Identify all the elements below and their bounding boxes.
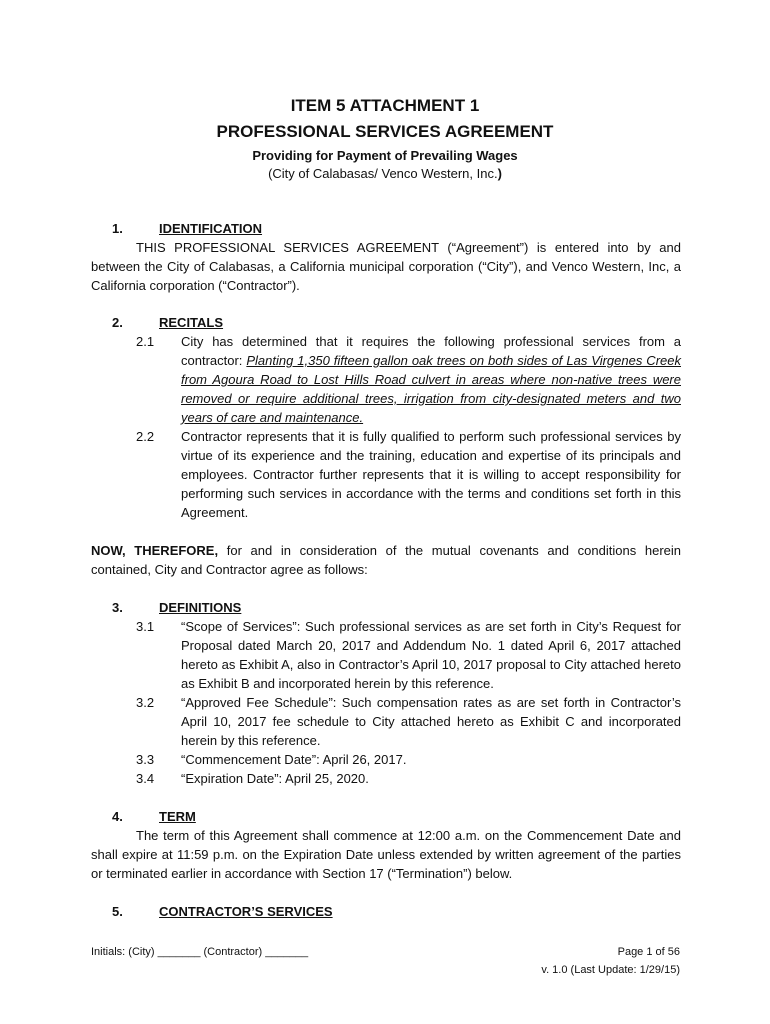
scope-summary: Planting 1,350 fifteen gallon oak trees on both sides of Las Virgenes Creek from Agoura Road to Lost Hills Road culvert in areas where non-native trees were removed or require additional trees, irrigation from city-designated meters and two years of care and maintenance. (181, 353, 681, 425)
recital-2-1 (181, 332, 681, 427)
now-therefore-lead: NOW, THEREFORE, (91, 543, 219, 558)
definition-number: 3.2 (136, 695, 155, 710)
definition-3-2: “Approved Fee Schedule”: Such compensation rates as are set forth in Contractor’s April 10, 2017 fee schedule to City attached hereto as Exhibit C and incorporated herein by this reference. (181, 695, 681, 748)
now-therefore-text: for and in consideration of the mutual covenants and conditions herein contained, City and Contractor agree as follows: (91, 543, 681, 577)
section-number: 2. (112, 315, 123, 330)
definition-3-4: “Expiration Date”: April 25, 2020. (181, 771, 369, 786)
parties-close: ) (497, 166, 502, 181)
section-heading: IDENTIFICATION (159, 221, 263, 236)
section-heading: CONTRACTOR’S SERVICES (159, 904, 333, 919)
section-number: 5. (112, 904, 123, 919)
definition-number: 3.4 (136, 771, 155, 786)
section-number: 1. (112, 221, 123, 236)
definition-3-1: “Scope of Services”: Such professional services as are set forth in City’s Request for Proposal dated March 20, 2017 and Addendum No. 1 dated April 6, 2017 attached hereto as Exhibit A, also in Contractor’s April 10, 2017 proposal to City attached hereto as Exhibit B and incorporated herein by this reference. (181, 619, 681, 691)
definition-3-3: “Commencement Date”: April 26, 2017. (181, 752, 407, 767)
recital-lead: City has determined that it requires the following professional services from a contractor: (181, 334, 681, 368)
section-number: 3. (112, 600, 123, 615)
section-heading: RECITALS (159, 315, 224, 330)
term-text: The term of this Agreement shall commence at 12:00 a.m. on the Commencement Date and shall expire at 11:59 p.m. on the Expiration Date unless extended by written agreement of the parties or terminated earlier in accordance with Section 17 (“Termination”) below. (91, 828, 681, 881)
document-subtitle: Providing for Payment of Prevailing Wages (252, 148, 518, 163)
recital-number: 2.1 (136, 334, 155, 349)
version-label: v. 1.0 (Last Update: 1/29/15) (541, 964, 680, 976)
initials-line: Initials: (City) _______ (Contractor) _______ (91, 946, 309, 958)
identification-text: THIS PROFESSIONAL SERVICES AGREEMENT (“Agreement”) is entered into by and between the City of Calabasas, a California municipal corporation (“City”), and Venco Western, Inc, a California corporation (“Contractor”). (91, 240, 681, 293)
parties-line (0, 166, 770, 181)
item-title: ITEM 5 ATTACHMENT 1 (290, 96, 480, 115)
recital-number: 2.2 (136, 429, 155, 444)
section-number: 4. (112, 809, 123, 824)
document-title: PROFESSIONAL SERVICES AGREEMENT (216, 122, 554, 141)
section-heading: TERM (159, 809, 196, 824)
definition-number: 3.3 (136, 752, 155, 767)
parties-text: (City of Calabasas/ Venco Western, Inc. (268, 166, 498, 181)
now-therefore-clause (91, 541, 681, 579)
page-number: Page 1 of 56 (617, 946, 680, 958)
definition-number: 3.1 (136, 619, 155, 634)
recital-2-2: Contractor represents that it is fully qualified to perform such professional services by virtue of its experience and the training, education and expertise of its principals and employees. Contractor further represents that it is willing to accept responsibility for performing such services in accordance with the terms and conditions set forth in this Agreement. (181, 429, 681, 520)
section-heading: DEFINITIONS (159, 600, 242, 615)
